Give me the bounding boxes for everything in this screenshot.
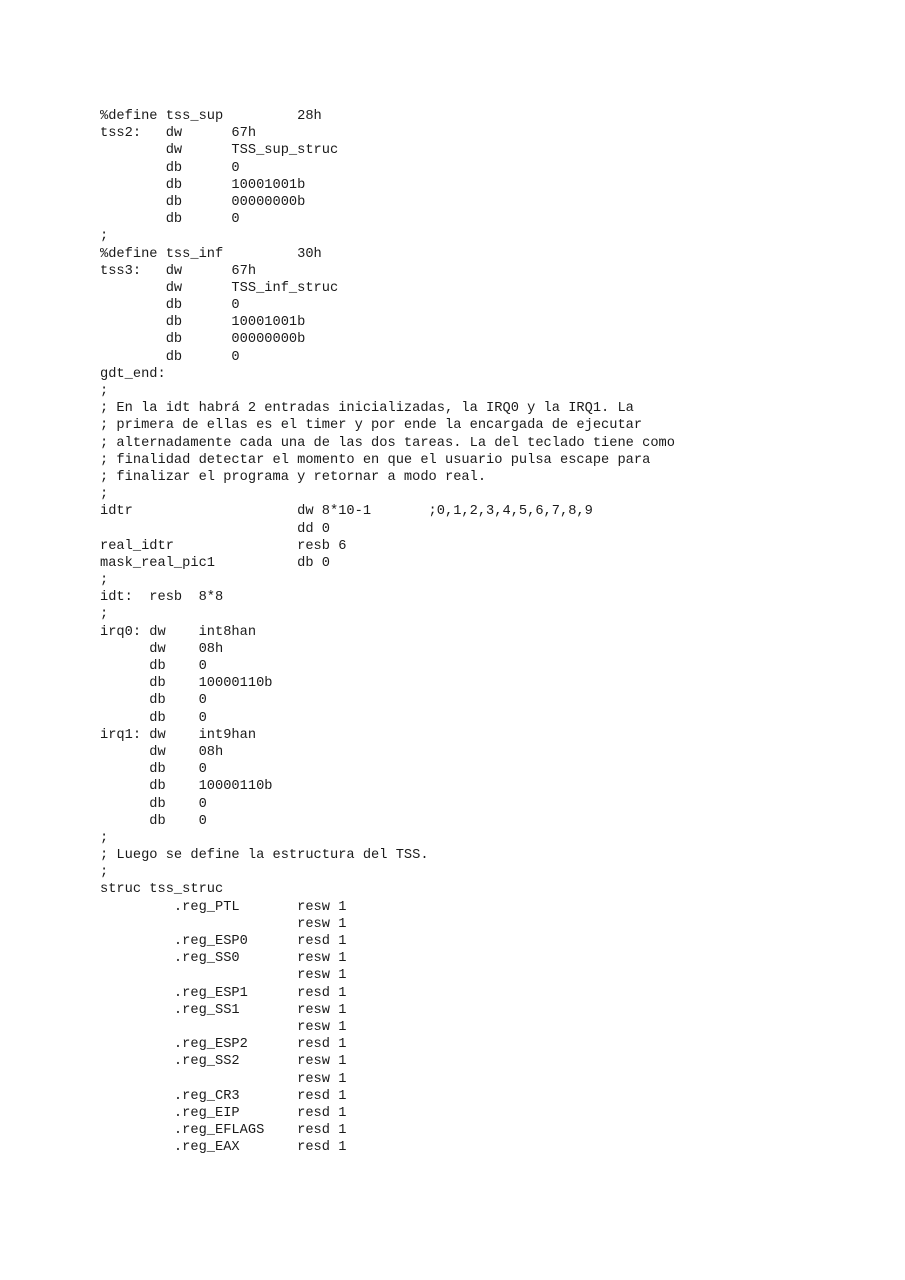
code-line: ;: [100, 607, 109, 623]
code-line: idt: resb 8*8: [100, 590, 224, 606]
code-line: db 0: [100, 160, 240, 176]
code-line: .reg_CR3 resd 1: [100, 1088, 347, 1104]
code-line: struc tss_struc: [100, 882, 224, 898]
code-line: .reg_ESP2 resd 1: [100, 1037, 347, 1053]
code-line: .reg_SS0 resw 1: [100, 951, 347, 967]
code-line: irq1: dw int9han: [100, 727, 257, 743]
code-line: .reg_SS2 resw 1: [100, 1054, 347, 1070]
code-line: %define tss_inf 30h: [100, 246, 322, 262]
code-line: ; finalidad detectar el momento en que el usuario pulsa escape para: [100, 452, 651, 468]
code-line: tss3: dw 67h: [100, 263, 257, 279]
code-line: .reg_EIP resd 1: [100, 1105, 347, 1121]
code-line: db 0: [100, 762, 207, 778]
code-line: ; Luego se define la estructura del TSS.: [100, 848, 429, 864]
code-line: .reg_SS1 resw 1: [100, 1002, 347, 1018]
code-line: ; finalizar el programa y retornar a modo real.: [100, 469, 487, 485]
code-line: real_idtr resb 6: [100, 538, 347, 554]
code-line: dw 08h: [100, 641, 224, 657]
code-line: dw 08h: [100, 744, 224, 760]
code-line: db 0: [100, 212, 240, 228]
code-line: ; primera de ellas es el timer y por ende la encargada de ejecutar: [100, 418, 643, 434]
code-line: dd 0: [100, 521, 330, 537]
code-line: resw 1: [100, 968, 347, 984]
code-line: resw 1: [100, 1071, 347, 1087]
code-line: ;: [100, 830, 109, 846]
code-line: .reg_ESP1 resd 1: [100, 985, 347, 1001]
code-line: db 00000000b: [100, 332, 306, 348]
code-line: ;: [100, 384, 109, 399]
code-line: dw TSS_inf_struc: [100, 280, 339, 296]
code-line: %define tss_sup 28h: [100, 109, 322, 124]
code-line: db 0: [100, 813, 207, 829]
code-line: ;: [100, 229, 109, 245]
code-line: db 10001001b: [100, 315, 306, 331]
code-line: .reg_ESP0 resd 1: [100, 934, 347, 949]
code-line: gdt_end:: [100, 366, 166, 382]
code-line: ;: [100, 573, 109, 589]
code-line: resw 1: [100, 1019, 347, 1035]
code-line: dw TSS_sup_struc: [100, 143, 339, 159]
code-line: db 0: [100, 298, 240, 314]
code-line: db 10000110b: [100, 779, 273, 795]
code-line: .reg_EFLAGS resd 1: [100, 1123, 347, 1139]
code-line: mask_real_pic1 db 0: [100, 555, 330, 571]
code-line: db 0: [100, 796, 207, 812]
code-line: db 00000000b: [100, 194, 306, 210]
code-line: irq0: dw int8han: [100, 624, 257, 640]
code-line: ; alternadamente cada una de las dos tareas. La del teclado tiene como: [100, 435, 675, 451]
code-line: db 0: [100, 659, 207, 674]
code-line: db 0: [100, 710, 207, 726]
code-line: db 0: [100, 693, 207, 709]
code-line: db 10000110b: [100, 676, 273, 692]
code-line: db 10001001b: [100, 177, 306, 193]
code-line: idtr dw 8*10-1 ;0,1,2,3,4,5,6,7,8,9: [100, 504, 593, 520]
code-line: db 0: [100, 349, 240, 365]
code-line: .reg_EAX resd 1: [100, 1140, 347, 1156]
code-line: tss2: dw 67h: [100, 126, 257, 142]
code-line: resw 1: [100, 916, 347, 932]
code-line: .reg_PTL resw 1: [100, 899, 347, 915]
code-line: ;: [100, 487, 109, 503]
code-line: ;: [100, 865, 109, 881]
code-listing: [100, 108, 675, 1156]
code-line: ; En la idt habrá 2 entradas inicializadas, la IRQ0 y la IRQ1. La: [100, 401, 634, 417]
